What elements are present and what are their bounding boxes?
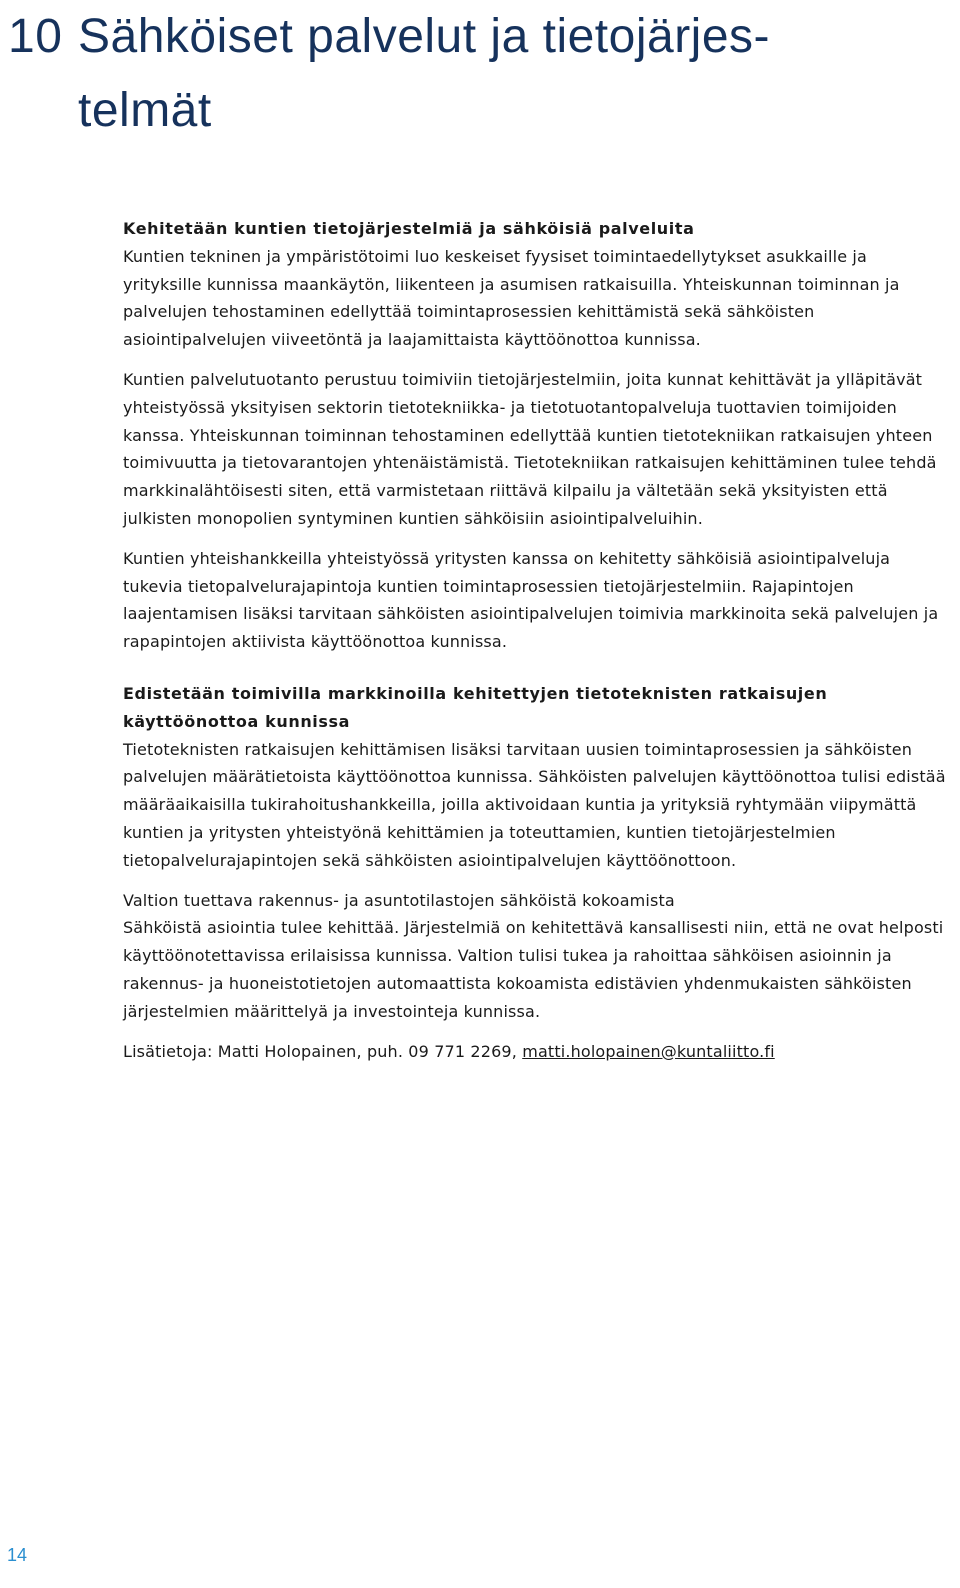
contact-text: Lisätietoja: Matti Holopainen, puh. 09 771 2269, bbox=[123, 1041, 523, 1061]
paragraph: Sähköistä asiointia tulee kehittää. Järjestelmiä on kehitettävä kansallisesti niin, että ne ovat helposti käyttöönotettavissa erilaisissa kunnissa. Valtion tulisi tukea ja rahoittaa sähköisen asioinnin ja rakennus- ja huoneistotietojen automaattista kokoamista edistävien yhdenmukaisten sähköisten järjestelmien määrittelyä ja investointeja kunnissa. bbox=[123, 918, 944, 1021]
section-statistics bbox=[123, 887, 949, 1026]
chapter-title-line1: Sähköiset palvelut ja tietojärjes- bbox=[78, 10, 771, 63]
chapter-title-line2: telmät bbox=[78, 84, 212, 137]
document-body bbox=[123, 215, 949, 1077]
section-heading: Edistetään toimivilla markkinoilla kehitettyjen tietoteknisten ratkaisujen käyttöönottoa kunnissa bbox=[123, 683, 828, 731]
paragraph: Kuntien tekninen ja ympäristötoimi luo keskeiset fyysiset toimintaedellytykset asukkaille ja yrityksille kunnissa maankäytön, liikenteen ja asumisen ratkaisuilla. Yhteiskunnan toiminnan ja palvelujen tehostaminen edellyttää toimintaprosessien kehittämistä sekä sähköisten asiointipalvelujen viiveetöntä ja laajamittaista käyttöönottoa kunnissa. bbox=[123, 246, 900, 350]
paragraph: Kuntien yhteishankkeilla yhteistyössä yritysten kanssa on kehitetty sähköisiä asiointipalveluja tukevia tietopalvelurajapintoja kuntien toimintaprosessien tietojärjestelmiin. Rajapintojen laajentamisen lisäksi tarvitaan sähköisten asiointipalvelujen toimivia markkinoita sekä palvelujen ja rapapintojen aktiivista käyttöönottoa kunnissa. bbox=[123, 548, 939, 652]
contact-email-link[interactable]: matti.holopainen@kuntaliitto.fi bbox=[522, 1041, 775, 1061]
section-subheading: Valtion tuettava rakennus- ja asuntotilastojen sähköistä kokoamista bbox=[123, 890, 675, 910]
section-information-systems bbox=[123, 215, 949, 656]
page-number: 14 bbox=[7, 1545, 28, 1565]
page-title bbox=[8, 0, 948, 148]
section-heading: Kehitetään kuntien tietojärjestelmiä ja sähköisiä palveluita bbox=[123, 219, 695, 238]
section-market-solutions bbox=[123, 680, 949, 875]
contact-info bbox=[123, 1038, 949, 1066]
paragraph: Tietoteknisten ratkaisujen kehittämisen lisäksi tarvitaan uusien toimintaprosessien ja sähköisten palvelujen määrätietoista käyttöönottoa kunnissa. Sähköisten palvelujen käyttöönottoa tulisi edistää määräaikaisilla tukirahoitushankkeilla, joilla aktivoidaan kuntia ja yrityksiä ryhtymään viipymättä kuntien ja yritysten yhteistyönä kehittämien ja toteuttamien, kuntien tietojärjestelmien tietopalvelurajapintojen sekä sähköisten asiointipalvelujen käyttöönottoon. bbox=[123, 739, 946, 870]
paragraph: Kuntien palvelutuotanto perustuu toimiviin tietojärjestelmiin, joita kunnat kehittävät ja ylläpitävät yhteistyössä yksityisen sektorin tietotekniikka- ja tietotuotantopalveluja tuottavien toimijoiden kanssa. Yhteiskunnan toiminnan tehostaminen edellyttää kuntien tietotekniikan ratkaisujen yhteen toimivuutta ja tietovarantojen yhtenäistämistä. Tietotekniikan ratkaisujen kehittäminen tulee tehdä markkinalähtöisesti siten, että varmistetaan riittävä kilpailu ja vältetään sekä yksityisten että julkisten monopolien syntyminen kuntien sähköisiin asiointipalveluihin. bbox=[123, 369, 937, 528]
chapter-number: 10 bbox=[8, 10, 63, 63]
